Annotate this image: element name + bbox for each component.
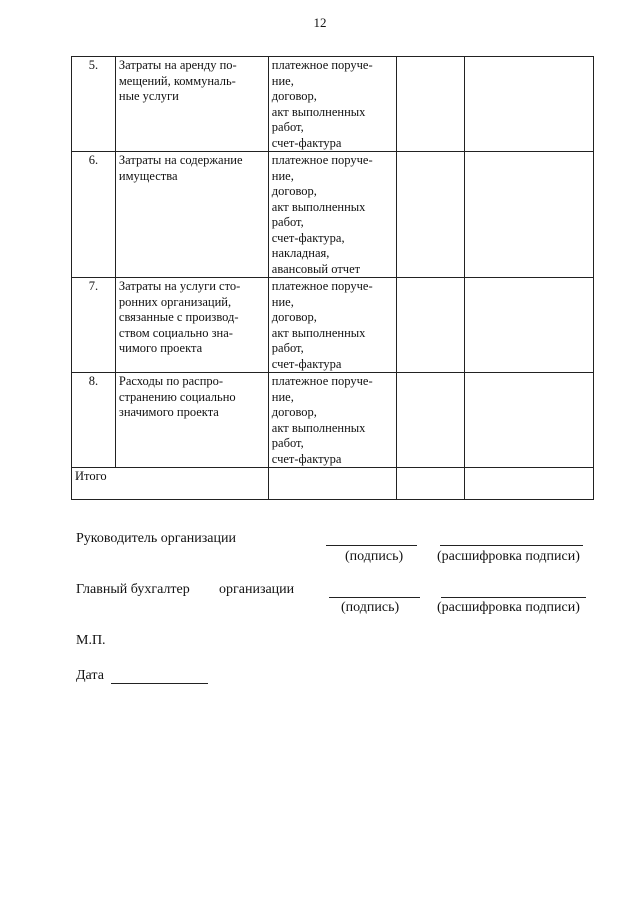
total-label: Итого bbox=[72, 468, 269, 500]
supporting-document-line: накладная, bbox=[271, 246, 330, 260]
expense-name-cell bbox=[115, 57, 268, 152]
supporting-documents-cell bbox=[268, 278, 396, 373]
total-amount-cell-2 bbox=[465, 468, 594, 500]
date-line[interactable] bbox=[111, 683, 208, 684]
amount-cell-2 bbox=[465, 152, 594, 278]
total-amount-cell-1 bbox=[396, 468, 465, 500]
supporting-document-line: счет-фактура, bbox=[271, 230, 345, 245]
expense-name-line: чимого проекта bbox=[118, 341, 203, 355]
supporting-document-line: работ, bbox=[271, 436, 304, 450]
expense-name-cell bbox=[115, 152, 268, 278]
head-decoding-caption: (расшифровка подписи) bbox=[437, 549, 580, 564]
supporting-document-line: работ, bbox=[271, 120, 304, 134]
expense-name-line: значимого проекта bbox=[118, 405, 219, 419]
row-number: 5. bbox=[72, 57, 116, 152]
supporting-document-line: авансовый отчет bbox=[271, 261, 361, 276]
expense-name-line: связанные с производ- bbox=[118, 310, 239, 324]
row-number: 8. bbox=[72, 373, 116, 468]
supporting-documents-cell bbox=[268, 152, 396, 278]
amount-cell-2 bbox=[465, 278, 594, 373]
expense-name-line: Расходы по распро- bbox=[118, 374, 224, 388]
supporting-document-line: договор, bbox=[271, 405, 317, 419]
expense-name-line: имущества bbox=[118, 168, 178, 183]
amount-cell-1 bbox=[396, 373, 465, 468]
amount-cell-2 bbox=[465, 57, 594, 152]
chief-accountant-label: Главный бухгалтер bbox=[76, 582, 190, 597]
supporting-document-line: акт выполненных bbox=[271, 199, 366, 214]
expense-name-line: ные услуги bbox=[118, 89, 179, 103]
expense-row bbox=[72, 373, 594, 468]
supporting-document-line: ние, bbox=[271, 389, 294, 404]
expense-row bbox=[72, 278, 594, 373]
supporting-document-line: счет-фактура bbox=[271, 451, 342, 466]
supporting-document-line: работ, bbox=[271, 215, 304, 229]
supporting-document-line: договор, bbox=[271, 184, 317, 198]
supporting-document-line: ние, bbox=[271, 168, 294, 183]
amount-cell-1 bbox=[396, 278, 465, 373]
expense-name-cell bbox=[115, 373, 268, 468]
expense-name-line: Затраты на услуги сто- bbox=[118, 279, 241, 293]
row-number: 6. bbox=[72, 152, 116, 278]
expense-row bbox=[72, 57, 594, 152]
head-signature-line[interactable] bbox=[326, 545, 417, 546]
supporting-document-line: ние, bbox=[271, 294, 294, 309]
expense-name-line: мещений, коммуналь- bbox=[118, 73, 236, 88]
amount-cell-1 bbox=[396, 152, 465, 278]
expense-name-line: Затраты на содержание bbox=[118, 153, 243, 167]
supporting-document-line: счет-фактура bbox=[271, 135, 342, 150]
expense-name-line: ронних организаций, bbox=[118, 294, 232, 309]
accountant-decoding-caption: (расшифровка подписи) bbox=[437, 600, 580, 615]
supporting-documents-cell bbox=[268, 57, 396, 152]
stamp-label: М.П. bbox=[76, 633, 106, 648]
chief-accountant-organization-label: организации bbox=[219, 582, 295, 597]
expense-name-line: Затраты на аренду по- bbox=[118, 58, 237, 72]
expense-name-cell bbox=[115, 278, 268, 373]
supporting-document-line: ние, bbox=[271, 73, 294, 88]
expense-row bbox=[72, 152, 594, 278]
supporting-document-line: платежное поруче- bbox=[271, 153, 373, 167]
expense-name-line: ством социально зна- bbox=[118, 325, 233, 340]
supporting-document-line: платежное поруче- bbox=[271, 374, 373, 388]
supporting-document-line: счет-фактура bbox=[271, 356, 342, 371]
expense-table bbox=[71, 56, 594, 500]
accountant-signature-line[interactable] bbox=[329, 597, 420, 598]
accountant-signature-caption: (подпись) bbox=[341, 600, 400, 615]
expense-table-body bbox=[72, 57, 594, 500]
supporting-document-line: акт выполненных bbox=[271, 104, 366, 119]
amount-cell-1 bbox=[396, 57, 465, 152]
row-number: 7. bbox=[72, 278, 116, 373]
supporting-document-line: работ, bbox=[271, 341, 304, 355]
head-of-organization-label: Руководитель организации bbox=[76, 531, 236, 546]
supporting-documents-cell bbox=[268, 373, 396, 468]
head-decoding-line[interactable] bbox=[440, 545, 583, 546]
expense-name-line: странению социально bbox=[118, 389, 236, 404]
supporting-document-line: платежное поруче- bbox=[271, 279, 373, 293]
supporting-document-line: акт выполненных bbox=[271, 325, 366, 340]
head-signature-caption: (подпись) bbox=[345, 549, 404, 564]
date-label: Дата bbox=[76, 668, 104, 683]
supporting-document-line: договор, bbox=[271, 89, 317, 103]
supporting-document-line: акт выполненных bbox=[271, 420, 366, 435]
amount-cell-2 bbox=[465, 373, 594, 468]
page-number: 12 bbox=[313, 15, 327, 30]
supporting-document-line: договор, bbox=[271, 310, 317, 324]
total-docs-cell bbox=[268, 468, 396, 500]
accountant-decoding-line[interactable] bbox=[441, 597, 586, 598]
supporting-document-line: платежное поруче- bbox=[271, 58, 373, 72]
total-row bbox=[72, 468, 594, 500]
